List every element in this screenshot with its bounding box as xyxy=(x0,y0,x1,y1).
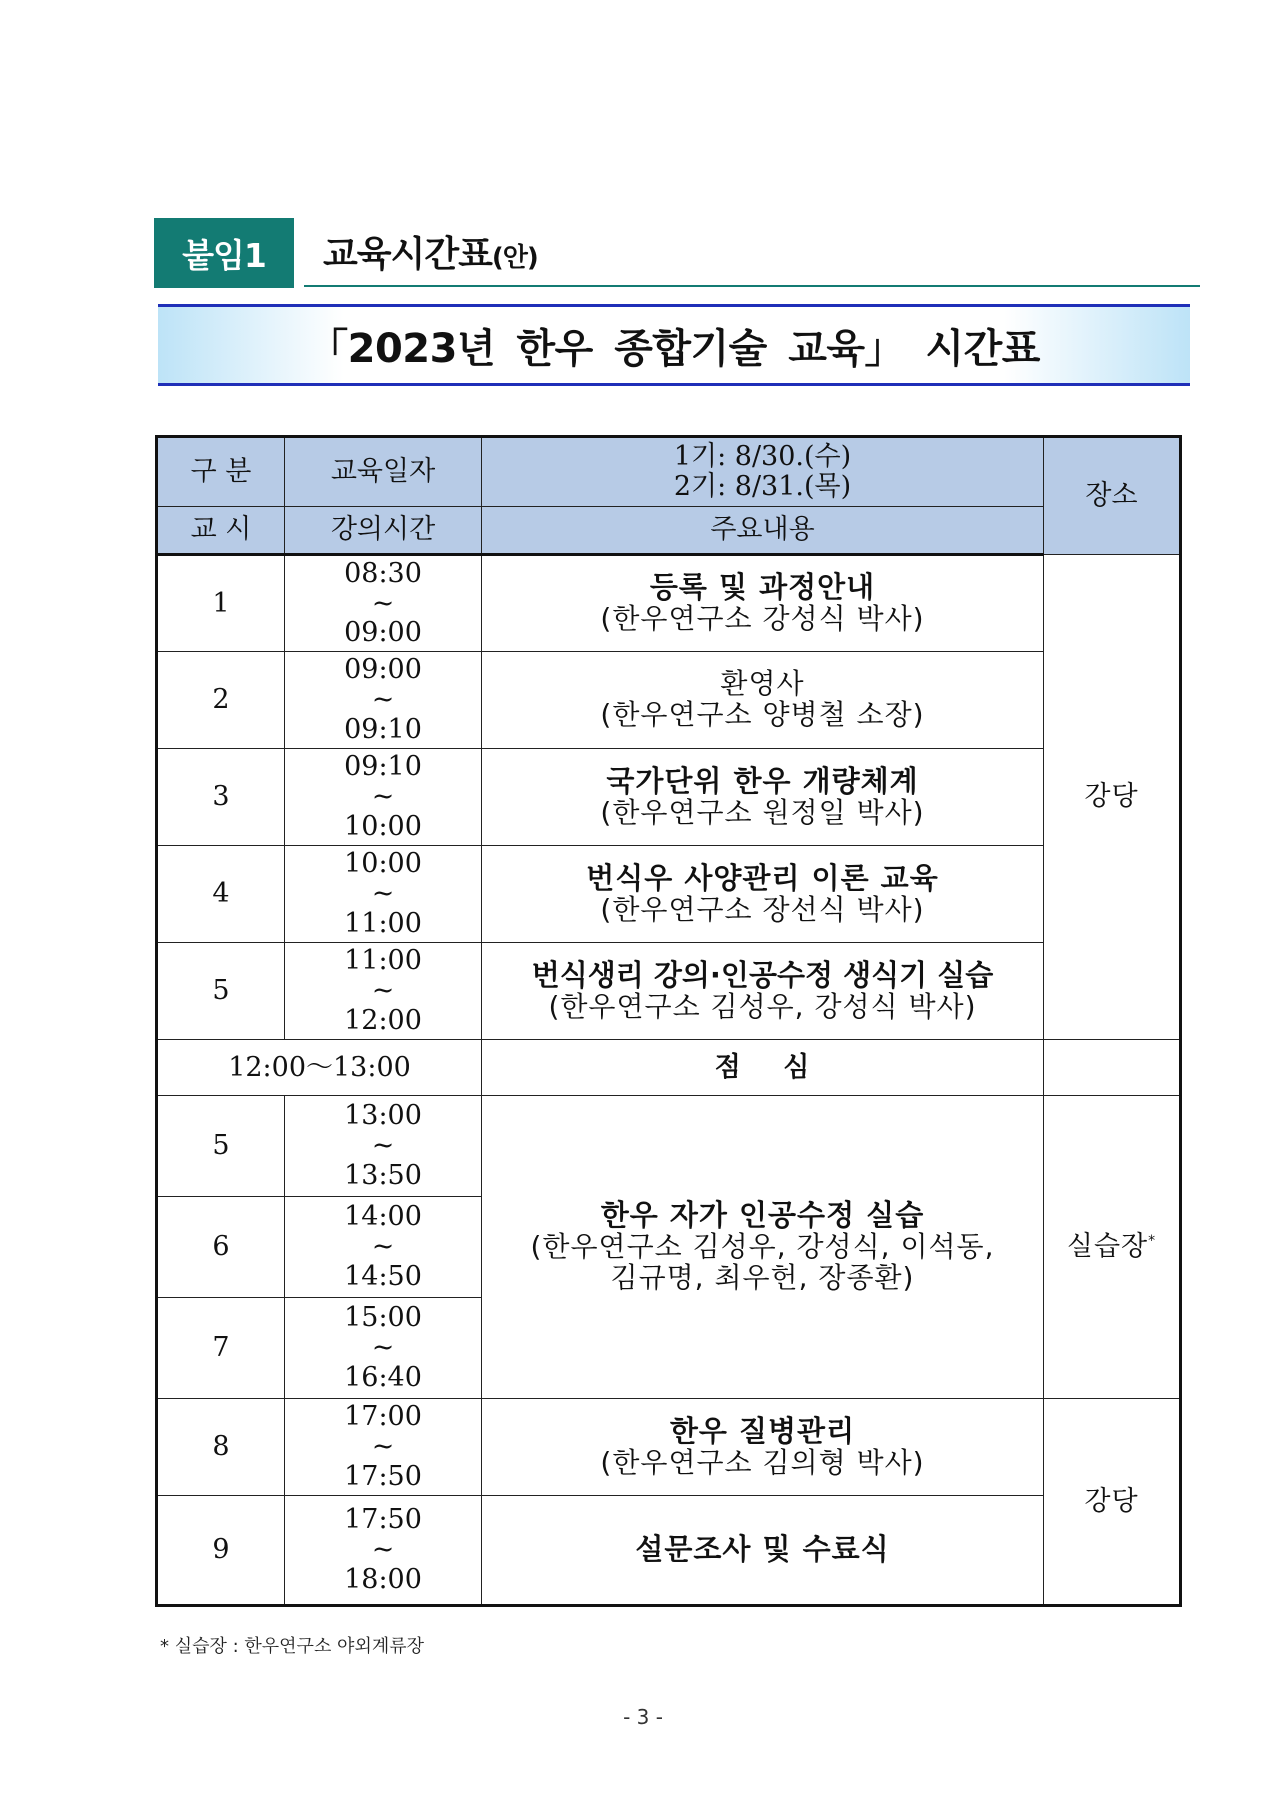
document-title-suffix: (안) xyxy=(491,243,538,273)
table-row xyxy=(157,749,1181,846)
time-cell: 10:00 ~ 11:00 xyxy=(285,846,482,943)
session-title: 번식우 사양관리 이론 교육 xyxy=(586,860,939,895)
table-row xyxy=(157,943,1181,1040)
schedule-banner xyxy=(158,304,1190,386)
period-cell: 5 xyxy=(157,1096,285,1197)
session-speaker: (한우연구소 양병철 소장) xyxy=(600,698,925,731)
session-speaker: (한우연구소 강성식 박사) xyxy=(600,602,925,636)
period-cell: 4 xyxy=(157,846,285,943)
header-place: 장소 xyxy=(1044,437,1181,555)
table-row xyxy=(157,846,1181,943)
time-cell: 13:00 ~ 13:50 xyxy=(285,1096,482,1197)
schedule-table xyxy=(155,435,1182,1607)
content-cell xyxy=(482,652,1044,749)
period-cell: 3 xyxy=(157,749,285,846)
time-cell: 09:00 ~ 09:10 xyxy=(285,652,482,749)
header-edu-date: 교육일자 xyxy=(285,437,482,507)
attachment-badge: 붙임1 xyxy=(154,218,294,288)
header-period: 교 시 xyxy=(157,507,285,555)
period-cell: 9 xyxy=(157,1496,285,1606)
content-cell xyxy=(482,943,1044,1040)
place-cell-evening: 강당 xyxy=(1044,1399,1181,1606)
session-title: 환영사 xyxy=(720,667,805,701)
session-speaker: (한우연구소 김성우, 강성식 박사) xyxy=(548,989,977,1023)
content-cell xyxy=(482,555,1044,652)
header-content: 주요내용 xyxy=(482,507,1044,555)
time-cell: 17:00 ~ 17:50 xyxy=(285,1399,482,1496)
content-cell xyxy=(482,1399,1044,1496)
period-cell: 6 xyxy=(157,1197,285,1298)
time-cell: 14:00 ~ 14:50 xyxy=(285,1197,482,1298)
place-cell-practice xyxy=(1044,1096,1181,1399)
content-cell xyxy=(482,749,1044,846)
period-cell: 2 xyxy=(157,652,285,749)
practice-content-cell xyxy=(482,1096,1044,1399)
lunch-place xyxy=(1044,1040,1181,1096)
session-title: 국가단위 한우 개량체계 xyxy=(606,763,919,798)
practice-speaker-line1: (한우연구소 김성우, 강성식, 이석동, xyxy=(530,1230,995,1264)
period-cell: 5 xyxy=(157,943,285,1040)
session-speaker: (한우연구소 김의형 박사) xyxy=(600,1445,925,1479)
time-cell: 17:50 ~ 18:00 xyxy=(285,1496,482,1606)
time-cell: 15:00 ~ 16:40 xyxy=(285,1298,482,1399)
header-date-2: 2기: 8/31.(목) xyxy=(673,471,852,502)
session-title: 등록 및 과정안내 xyxy=(649,570,876,605)
document-title xyxy=(323,226,538,277)
page-number: - 3 - xyxy=(623,1705,663,1729)
time-cell: 09:10 ~ 10:00 xyxy=(285,749,482,846)
table-row xyxy=(157,1496,1181,1606)
time-cell: 08:30 ~ 09:00 xyxy=(285,555,482,652)
header-date-1: 1기: 8/30.(수) xyxy=(673,441,852,473)
practice-title: 한우 자가 인공수정 실습 xyxy=(600,1198,925,1233)
session-title: 번식생리 강의·인공수정 생식기 실습 xyxy=(531,957,994,992)
footnote: * 실습장 : 한우연구소 야외계류장 xyxy=(160,1636,424,1657)
table-row xyxy=(157,1399,1181,1496)
banner-title: 「2023년 한우 종합기술 교육」 시간표 xyxy=(308,325,1040,372)
header-lecture-time: 강의시간 xyxy=(285,507,482,555)
lunch-label: 점 심 xyxy=(482,1040,1044,1096)
practice-place: 실습장 xyxy=(1066,1231,1149,1263)
lunch-row xyxy=(157,1040,1181,1096)
practice-place-mark: * xyxy=(1148,1233,1157,1250)
lunch-time: 12:00～13:00 xyxy=(157,1040,482,1096)
place-cell-morning: 강당 xyxy=(1044,555,1181,1040)
document-title-text: 교육시간표 xyxy=(323,234,492,275)
session-title: 한우 질병관리 xyxy=(669,1413,856,1448)
content-cell xyxy=(482,846,1044,943)
table-row xyxy=(157,652,1181,749)
period-cell: 7 xyxy=(157,1298,285,1399)
session-speaker: (한우연구소 원정일 박사) xyxy=(600,795,925,829)
header-dates xyxy=(482,437,1044,507)
title-underline xyxy=(304,285,1200,287)
header-division: 구 분 xyxy=(157,437,285,507)
content-cell xyxy=(482,1496,1044,1606)
session-title: 설문조사 및 수료식 xyxy=(635,1532,890,1567)
practice-speaker-line2: 김규명, 최우헌, 장종환) xyxy=(610,1260,915,1294)
period-cell: 8 xyxy=(157,1399,285,1496)
table-row xyxy=(157,1096,1181,1197)
period-cell: 1 xyxy=(157,555,285,652)
time-cell: 11:00 ~ 12:00 xyxy=(285,943,482,1040)
session-speaker: (한우연구소 장선식 박사) xyxy=(600,892,925,926)
table-row xyxy=(157,555,1181,652)
